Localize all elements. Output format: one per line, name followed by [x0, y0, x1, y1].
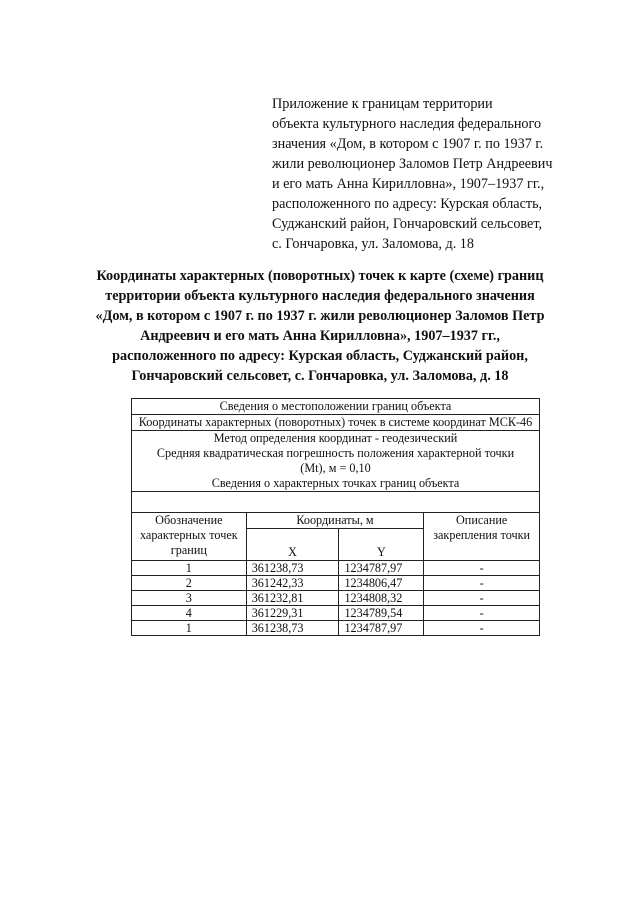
title-line: Координаты характерных (поворотных) точек к карте (схеме) границ	[96, 268, 544, 284]
x-cell: 361242,33	[246, 576, 339, 591]
appendix-line: объекта культурного наследия федерального	[272, 116, 542, 132]
col-description-header: Описание закрепления точки	[424, 513, 540, 561]
method-cell	[132, 431, 540, 492]
col-coords-header: Координаты, м	[246, 513, 424, 529]
appendix-line: значения «Дом, в котором с 1907 г. по 1937 г.	[272, 136, 544, 152]
point-cell: 4	[132, 606, 247, 621]
appendix-line: жили революционер Заломов Петр Андреевич	[272, 156, 553, 172]
coord-system-cell: Координаты характерных (поворотных) точек в системе координат МСК-46	[132, 415, 540, 431]
x-cell: 361232,81	[246, 591, 339, 606]
table-row	[132, 591, 540, 606]
appendix-line: Суджанский район, Гончаровский сельсовет,	[272, 216, 543, 232]
y-cell: 1234787,97	[339, 561, 424, 576]
title-line: территории объекта культурного наследия федерального значения	[105, 288, 535, 304]
desc-cell: -	[424, 606, 540, 621]
x-cell: 361238,73	[246, 621, 339, 636]
x-cell: 361238,73	[246, 561, 339, 576]
desc-cell: -	[424, 576, 540, 591]
table-row	[132, 606, 540, 621]
desc-cell: -	[424, 591, 540, 606]
table-row	[132, 561, 540, 576]
desc-cell: -	[424, 561, 540, 576]
appendix-line: Приложение к границам территории	[272, 96, 493, 112]
y-cell: 1234808,32	[339, 591, 424, 606]
col-y-header: Y	[339, 529, 424, 561]
method-line: Метод определения координат - геодезический	[213, 431, 458, 445]
appendix-note	[272, 94, 602, 254]
method-line: Сведения о характерных точках границ объекта	[211, 476, 460, 490]
y-cell: 1234789,54	[339, 606, 424, 621]
title-line: Андреевич и его мать Анна Кирилловна», 1907–1937 гг.,	[140, 328, 500, 344]
table-row	[132, 576, 540, 591]
col-x-header: X	[246, 529, 339, 561]
col-designation-header: Обозначение характерных точек границ	[132, 513, 247, 561]
point-cell: 1	[132, 621, 247, 636]
title-line: «Дом, в котором с 1907 г. по 1937 г. жили революционер Заломов Петр	[95, 308, 545, 324]
y-cell: 1234806,47	[339, 576, 424, 591]
table-row	[132, 621, 540, 636]
method-line: Средняя квадратическая погрешность положения характерной точки	[156, 446, 515, 460]
desc-cell: -	[424, 621, 540, 636]
section-title-cell: Сведения о местоположении границ объекта	[132, 399, 540, 415]
appendix-line: и его мать Анна Кирилловна», 1907–1937 гг.,	[272, 176, 545, 192]
title-line: расположенного по адресу: Курская область, Суджанский район,	[112, 348, 528, 364]
coordinates-table	[131, 398, 540, 636]
y-cell: 1234787,97	[339, 621, 424, 636]
spacer-cell	[132, 492, 540, 513]
method-line: (Mt), м = 0,10	[300, 461, 371, 475]
appendix-line: с. Гончаровка, ул. Заломова, д. 18	[272, 236, 474, 252]
point-cell: 2	[132, 576, 247, 591]
appendix-line: расположенного по адресу: Курская область,	[272, 196, 543, 212]
title-line: Гончаровский сельсовет, с. Гончаровка, ул. Заломова, д. 18	[131, 368, 509, 384]
point-cell: 1	[132, 561, 247, 576]
x-cell: 361229,31	[246, 606, 339, 621]
point-cell: 3	[132, 591, 247, 606]
document-title	[40, 266, 600, 386]
